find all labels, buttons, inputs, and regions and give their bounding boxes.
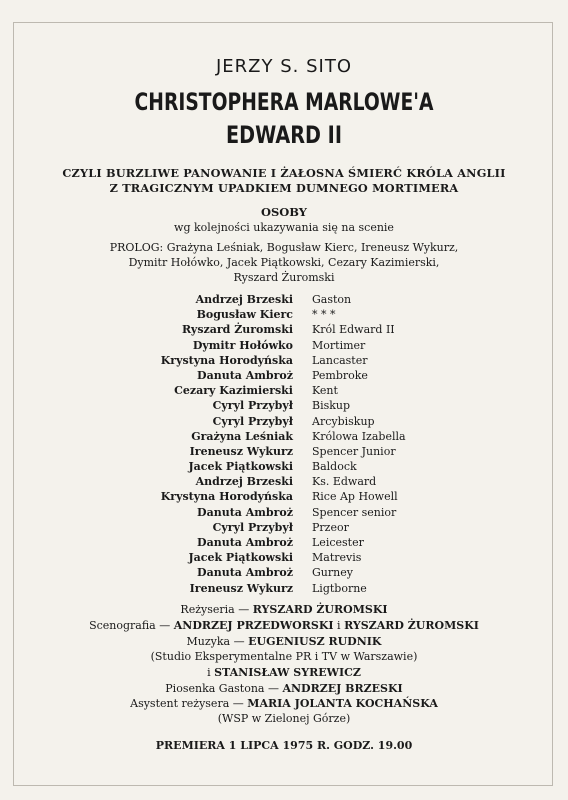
actor-name: Ireneusz Wykurz [189,581,293,595]
cast-row [0,415,568,430]
role-name: Lancaster [312,353,368,367]
credit-label: Asystent reżysera — [130,697,244,710]
cast-row [0,566,568,581]
credit-wsp: (WSP w Zielonej Górze) [217,712,351,725]
credit-music [0,635,568,648]
cast-row [0,536,568,551]
role-name: Arcybiskup [312,414,375,428]
cast-row [0,399,568,414]
actor-name: Danuta Ambroż [197,368,293,382]
cast-row [0,460,568,475]
credit-name: MARIA JOLANTA KOCHAŃSKA [247,697,438,710]
role-name: Ks. Edward [312,475,377,489]
credit-scenography [0,619,568,632]
credit-studio: (Studio Eksperymentalne PR i TV w Warszawie) [150,650,418,663]
role-name: * * * [312,308,336,322]
actor-name: Jacek Piątkowski [188,460,293,474]
cast-row [0,582,568,597]
cast-row [0,339,568,354]
actor-name: Andrzej Brzeski [195,475,293,489]
role-name: Baldock [312,460,357,474]
credit-label: Piosenka Gastona — [165,682,279,695]
cast-row [0,354,568,369]
role-name: Leicester [312,536,364,549]
role-name: Ligtborne [312,581,367,595]
actor-name: Dymitr Hołówko [192,338,293,352]
actor-name: Cyryl Przybył [212,414,293,428]
cast-row [0,506,568,521]
role-name: Mortimer [312,338,366,352]
actor-name: Ireneusz Wykurz [189,444,293,458]
play-title-line1: CHRISTOPHERA MARLOWE'A [134,88,434,116]
cast-row [0,445,568,460]
credit-name: RYSZARD ŻUROMSKI [344,619,479,632]
credit-name: RYSZARD ŻUROMSKI [252,603,388,616]
role-name: Matrevis [312,551,362,565]
cast-row [0,521,568,536]
role-name: Gurney [312,566,353,580]
actor-name: Bogusław Kierc [196,308,293,322]
role-name: Przeor [312,520,349,534]
author-name: JERZY S. SITO [215,56,352,77]
role-name: Pembroke [312,368,368,382]
actor-name: Danuta Ambroż [197,505,293,519]
actor-name: Cyryl Przybył [212,520,293,534]
role-name: Gaston [312,293,352,306]
role-name: Spencer senior [312,505,397,519]
cast-row [0,293,568,308]
credit-assistant [0,697,568,710]
subtitle-line2: Z TRAGICZNYM UPADKIEM DUMNEGO MORTIMERA [109,181,459,195]
cast-row [0,308,568,323]
cast-list [0,293,568,597]
credit-label: Muzyka — [186,635,245,648]
actor-name: Jacek Piątkowski [188,551,293,565]
credit-name: ANDRZEJ PRZEDWORSKI [173,619,334,632]
credit-direction [0,603,568,616]
credit-song [0,682,568,695]
role-name: Spencer Junior [312,444,396,458]
prolog-line3: Ryszard Żuromski [233,271,335,284]
cast-row [0,369,568,384]
role-name: Rice Ap Howell [312,490,398,504]
credit-music-second [0,666,568,679]
role-name: Kent [312,384,338,398]
actor-name: Krystyna Horodyńska [160,490,293,504]
credit-name: EUGENIUSZ RUDNIK [248,635,382,648]
actor-name: Danuta Ambroż [197,536,293,549]
role-name: Królowa Izabella [312,429,406,443]
cast-order-note: wg kolejności ukazywania się na scenie [174,221,394,234]
premiere-date: PREMIERA 1 LIPCA 1975 R. GODZ. 19.00 [155,739,413,752]
credit-conjunction: i [337,619,341,632]
play-title-line2: EDWARD II [226,121,342,149]
cast-row [0,475,568,490]
cast-row [0,551,568,566]
cast-row [0,430,568,445]
role-name: Biskup [312,399,351,413]
credit-name: STANISŁAW SYREWICZ [214,666,361,679]
cast-row [0,384,568,399]
subtitle-line1: CZYLI BURZLIWE PANOWANIE I ŻAŁOSNA ŚMIERĆ KRÓLA ANGLII [62,166,506,180]
actor-name: Andrzej Brzeski [195,293,293,306]
actor-name: Cyryl Przybył [212,399,293,413]
actor-name: Cezary Kazimierski [174,384,293,398]
actor-name: Danuta Ambroż [197,566,293,580]
role-name: Król Edward II [312,323,395,337]
prolog-line2: Dymitr Hołówko, Jacek Piątkowski, Cezary Kazimierski, [128,256,440,269]
credit-label: Scenografia — [89,619,171,632]
credit-label: Reżyseria — [180,603,250,616]
prolog-line1: PROLOG: Grażyna Leśniak, Bogusław Kierc, Ireneusz Wykurz, [109,241,459,254]
credit-conjunction: i [207,666,211,679]
cast-row [0,323,568,338]
credit-name: ANDRZEJ BRZESKI [282,682,403,695]
actor-name: Krystyna Horodyńska [160,353,293,367]
actor-name: Grażyna Leśniak [191,429,293,443]
actor-name: Ryszard Żuromski [181,323,293,337]
cast-row [0,490,568,505]
cast-heading: OSOBY [260,205,308,219]
